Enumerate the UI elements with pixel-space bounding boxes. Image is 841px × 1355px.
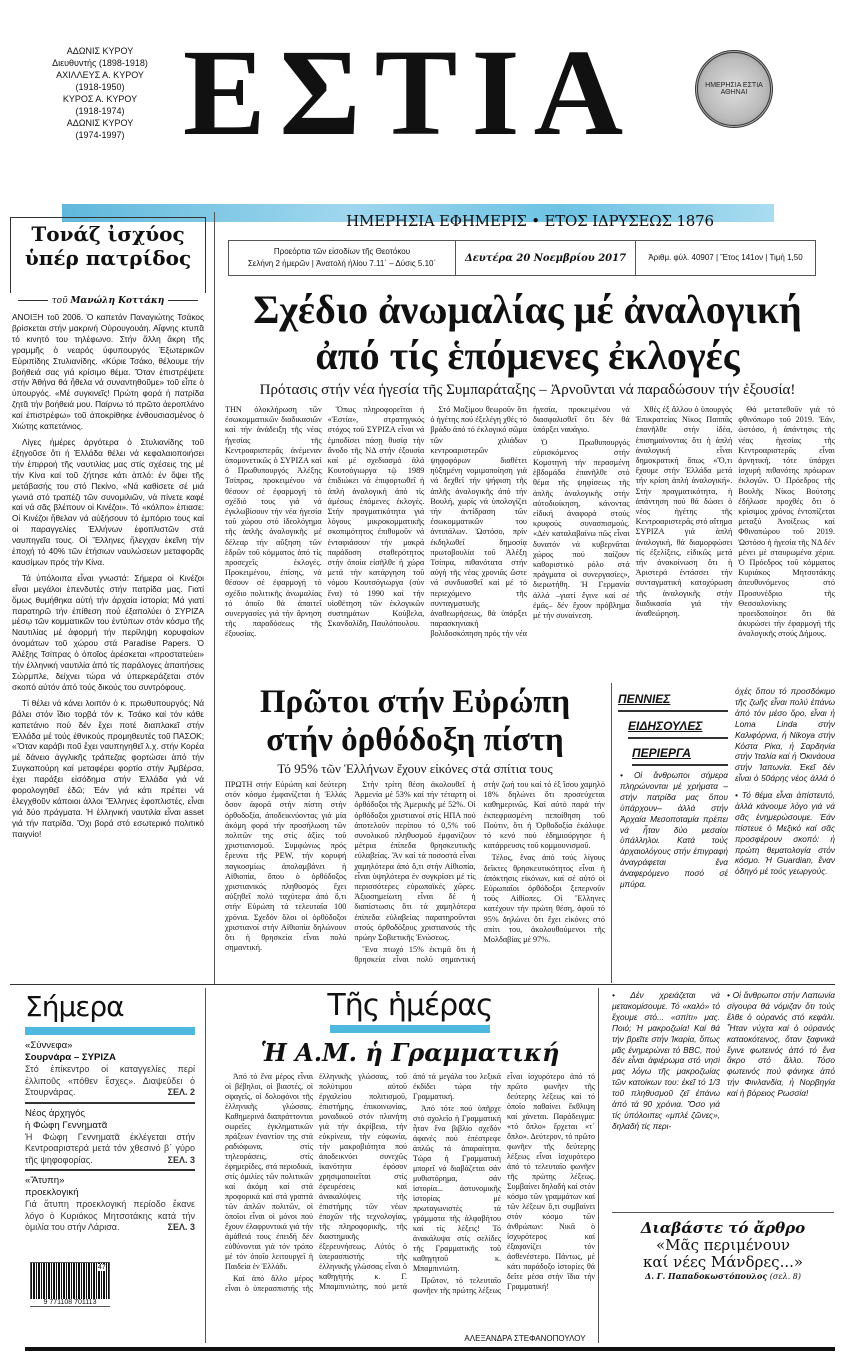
lead-subheadline: Πρότασις στήν νέα ἡγεσία τῆς Συμπαράταξης – Ἀρνοῦνται νά παραδώσουν τήν ἐξουσία! [259,382,796,398]
paragraph: Στήν τρίτη θέση ἀκολουθεῖ ἡ Ἀρμενία μέ 53% καί τήν τέταρτη οἱ ὀρθόδοξοι τῆς Ἀμερικῆς μέ 52%. Οἱ ὀρθόδοξοι χριστιανοί στίς ΗΠΑ πού ἀποτελοῦν περίπου τό 0,5% τοῦ συνολικοῦ πληθυσμοῦ ἐμφανίζουν μέτρια ἐπίπεδα θρησκευτικῆς εὐλαβείας. Ἄν καί τά ποσοστά εἶναι χαμηλότερα ἀπό ὅ,τι στήν Αἰθιοπία, εἶναι ὑψηλότερα ἐν συγκρίσει μέ τίς περισσότερες εὐρωπαϊκές χῶρες. Ἀξιοσημείωτη εἶναι δέ ἡ διαπίστωσις ὅτι τά χαμηλότερα ἐπίπεδα εὐλαβείας παρατηροῦνται στούς ὀρθοδόξους χριστιανούς τῆς πρώην Σοβιετικῆς Ἑνώσεως. [354,780,476,943]
calendar-info [229,241,456,275]
credit-line: ΑΧΙΛΛΕΥΣ Α. ΚΥΡΟΥ [56,70,144,80]
editorial-body [225,1072,595,1332]
paragraph: ὀχές ὅπου τό προσδόκιμο τῆς ζωῆς εἶναι πολύ ἐπάνω ἀπό τόν μέσο ὅρο, εἶναι ἡ Loma Linda στήν Καλιφόρνια, ἡ Nikoya στήν Κόστα Ρίκα, ἡ Σαρδηνία στήν Ἰταλία καί ἡ Ὀκινάουα στήν Ἰαπωνία. Ἐκεῖ δέν εἶναι ὁ 50άρης νέος ἀλλά ὁ [735,686,835,784]
pennies-item [727,990,835,1190]
paragraph: Θά μετατεθοῦν γιά τό φθινόπωρο τοῦ 2019. Ἐάν, ὡστόσο, ἡ ἀπάντησις τῆς νέας ἡγεσίας τῆς Κεντροαριστερᾶς εἶναι ἀρνητική, τότε ὑπάρχει ἰσχυρή πιθανότης πρόωρων ἐκλογῶν. Ὁ Πρόεδρος τῆς Βουλῆς Νίκος Βούτσης ἐδήλωσε προχθές ὅτι ὁ κρίσιμος χρόνος ἐντοπίζεται μεταξύ Ἀνοίξεως καί Φθινοπώρου τοῦ 2019. Ὡστόσο ἡ ἡγεσία τῆς ΝΔ δέν μένει μέ σταυρωμένα χέρια. Ὁ Πρόεδρος τοῦ κόμματος Κυριάκος Μητσοτάκης ἀπευθυνόμενος στό Προσυνέδριο τῆς Θεσσαλονίκης προειδοποίησε ὅτι θά ἀκυρώσει τήν ἐφαρμογή τῆς ἀναλογικῆς στούς Δήμους. [738,405,835,639]
editorial-section-title: Τῆς ἡμέρας [327,988,493,1023]
issue-number-price: Ἀριθμ. φύλ. 40907 | Ἔτος 141ον | Τιμή 1,50 [648,253,803,262]
section-rule [10,984,835,985]
column-divider [611,683,612,983]
credit-line: (1974-1997) [75,130,125,140]
label-line: ΠΕΝΝΙΕΣ [618,688,728,712]
pennies-item [620,770,728,980]
byline-author: Μανώλη Κοττάκη [70,296,165,306]
second-headline[interactable] [225,683,605,759]
promo-author: Δ. Γ. Παπαδοκωστόπουλος [644,1271,768,1281]
paragraph: Λίγες ἡμέρες ἀργότερα ὁ Στυλιανίδης τοῦ ἐξηγοῦσε ὅτι ἡ Ἑλλάδα θέλει νά κεφαλαιοποιήσει τήν ἐπιρροή τῆς ναυτιλίας μας στίς σχέσεις της μέ τήν Κίνα καί τοῦ ζήτησε κάτι ἁπλό: ἐν ὄψει τῆς μετάβασής του στό Πεκίνο, «Νά καθίσετε σέ μιά γωνιά στό τραπέζι τῶν συνομιλιῶν, νά πίνετε καφέ καί νά σᾶς βλέπουν οἱ Κινέζοι». Τό «κόλπο» ἐπιασε: Οἱ Κινέζοι ἤθελαν νά αὐξήσουν τό ἐμπόριο τους καί οἱ παραγγελίες Ἑλλήνων ἐφοπλιστῶν στά ναυπηγεῖα τους. Οἱ Ἕλληνες ἤλεγχαν ἐκεῖνη τήν ἐποχή τό 40% τῶν ἐτήσιων ναυλώσεων μεταφορᾶς καυσίμων πρός τήν Κίνα. [12,436,204,567]
paragraph: ΠΡΩΤΗ στήν Εὐρώπη καί δεύτερη στόν κόσμο ἐμφανίζεται ἡ Ἑλλάς ὅσον ἀφορᾶ στήν πίστη στήν ὀρθοδοξία, ἀποδεικνύοντας γιά μία ἀκόμη φορά τήν προσήλωση τῶν πολιτῶν της στίς ἀξίες τοῦ χριστιανισμοῦ. Συμφώνως πρός ἔρευνα τῆς PEW, τήν κορυφή παγκοσμίως ἀπολαμβάνει ἡ Αἰθιοπία, ὅπου ὁ ὀρθόδοξος χριστιανικός πληθυσμός ἔχει αὐξηθεῖ πολύ ταχύτερα ἀπό ὅ,τι στήν Εὐρώπη τά τελευταῖα 100 χρόνια. Σχεδόν ὅλοι οἱ ὀρθόδοξοι χριστιανοί στήν Αἰθιοπία δηλώνουν ὅτι ἡ θρησκεία εἶναι πολύ σημαντική. [225,780,347,953]
paragraph: • Δέν χρειάζεται νά μετακομίσουμε. Τό «καλό» τό ἔχουμε στό... «σπίτι» μας. Ποιό; Ἡ μακροζωία! Καί θά τήν βρεῖτε στήν Ἰκαρία, ὅπως μᾶς ἐνημερώνει τό BBC, πού δέν εἶναι ἀφιέρωμα στό νησί μας λόγω τῆς μακροζωίας τῶν κατοίκων του: ἐκεῖ τό 1/3 τοῦ πληθυσμοῦ ζεῖ ἐπάνω ἀπό τά 90 χρόνια. Ὅσο γιά τίς ὑπόλοιπες «μπλέ ζῶνες», δηλαδή τίς περι- [612,990,720,1131]
opinion-body [12,312,204,977]
byline-prefix: τοῦ [51,296,68,306]
paragraph: Τά ὑπόλοιπα εἶναι γνωστά: Σήμερα οἱ Κινέζοι εἶναι μεγάλοι ἐπενδυτές στήν πατρίδα μας. Γιατί ὅμως θυμήθηκα αὐτή τήν ἀρχαία ἱστορία; Μά γιατί παρατηρῶ τήν ἐπίθεση πού ἐξαπολύει ὁ ΣΥΡΙΖΑ μέσῳ τῶν κομματικῶν του ἐντύπων στόν κόσμο τῆς Ναυτιλίας μέ ἀφορμή τήν περίληψη κορυφαίων ὀνομάτων τοῦ χώρου στά Paradise Papers. Ὁ Ἀλέξης Τσίπρας ὁ ὁποῖος ἀρέσκεται «προστατεύει» τήν ἑλληνική ναυτιλία ἀπό τίς παράλογες ἀπαιτήσεις Σώρμπλε, δείχνει τώρα νά ὑπερκεράζεται στόν σκοπό αὐτόν ἀπό τούς δικούς του συντρόφους. [12,572,204,692]
item-title: προεκλογική [25,1187,79,1198]
editorial-blue-bar [330,1025,490,1033]
barcode-number: 9 771108 701113 [30,1299,110,1306]
column-divider [205,988,206,1343]
sun-moon-line: Σελήνη 2 ἡμερῶν | Ἀνατολή ἡλίου 7.11΄ – Δύσις 5.10΄ [247,259,437,268]
promo-page: (σελ. 8) [769,1272,801,1281]
column-divider [214,212,215,984]
issue-date: Δευτέρα 20 Νοεμβρίου 2017 [456,241,636,275]
seal-text: ΗΜΕΡΗΣΙΑ ΕΣΤΙΑ ΑΘΗΝΑΙ [705,82,763,96]
seal-emblem-icon [695,50,773,128]
second-subheadline: Τό 95% τῶν Ἑλλήνων ἔχουν εἰκόνες στά σπίτια τους [277,761,553,776]
paragraph: Τί θέλει νά κάνει λοιπόν ὁ κ. πρωθυπουργός; Νά βάλει στόν ἴδιο τορβά τόν κ. Τσάκο καί τόν κάθε καπετάνιο πού δέν ἔχει ποτέ διαπλακεῖ στήν Ἑλλάδα μέ τούς ἐθνικούς προμηθευτές τοῦ ΠΑΣΟΚ; «Ὅταν καράβι ποῦ ἔχει ναυπηγηθεῖ λ.χ. στήν Κορέα μέ δάνειο ἀγγλικῆς τράπεζας φορτώσει ἀπό τήν Συγκαπούρη καί μεταφέρει φορτίο στήν Ἀμβέρσα, ἐχει παράξει εἰσόδημα στήν Ἑλλάδα γιά νά φορολογηθεῖ ἐδῶ; Ἐάν γιά κάτι πρέπει νά ἐλεγχθοῦν κάποιοι ἀλλοι Ἕλληνες ἐφοπλιστές, εἶναι γιά δύο πράγματα. Ἡ ἑλληνική ναυτιλία εἶναι asset γιά τήν πατρίδα. Ὄχι βορά στό εσωτερικό πολιτικό παιγνίο! [12,697,204,839]
today-blue-bar [25,1027,195,1035]
opinion-byline [10,296,206,306]
credit-line: ΚΥΡΟΣ Α. ΚΥΡΟΥ [62,94,138,104]
paragraph: • Οἱ ἄνθρωποι στήν Λαπωνία σίγουρα θά νόμιζαν ὅτι τούς ἔλθε ὁ οὐρανός στό κεφάλι. Ἦταν νύχτα καί ὁ οὐρανός καταοκότεινος, ὅταν ξαφνικά ἔγινε φωτεινός ἀπό τό ἕνα ἄκρο στό ἄλλο. Τόσο φωτεινός πού φάνηκε ἀπό τήν Φινλανδία, ἡ Νορβηγία καί ἡ βόρειος Ρωσσία! [727,990,835,1099]
paragraph: • Οἱ ἄνθρωποι σήμερα πληρώνονται μέ χρήματα –στήν πατρίδα μας ὅπου ὑπάρχουν– ἀλλά στήν Ἀρχαία Μεσοποταμία πρέπει νά ἦταν δύο μεσαίοι ὑπάλληλοι. Κατά τούς ἀρχαιολόγους στήν ἐπιγραφή ἀναγράφεται ἕνα ἀναφερόμενο ποσό σέ μπύρα. [620,770,728,890]
item-page: ΣΕΛ. 3 [167,1222,195,1232]
paragraph: Τέλος, ἕνας ἀπό τούς λίγους δεῖκτες θρησκευτικότητος εἶναι ἡ ἀπόκτησις εἰκόνων, καί σέ αὐτό οἱ Εὐρωπαῖοι ὀρθόδοξοι ξεπερνοῦν τούς Αἰθίοπες. Οἱ Ἕλληνες κατέχουν τήν πρώτη θέση, ἀφοῦ τό 95% δηλώνει ὅτι ἔχει εἰκόνες στό σπίτι του, ἀκολουθούμενοι τῆς Μολδαβίας μέ 97%. [483,853,605,945]
item-title: ἡ Φώφη Γεννηματᾶ [25,1119,108,1131]
paragraph: Καί ἀπό ἄλλο μέρος εἶναι ὁ ὑπερασπιστής τῆς ἑλληνικῆς γλώσσας, τοῦ πολύτιμου αὐτοῦ ἐργαλείου πολιτισμοῦ, ἐπιστήμης, ἐπικοινωνίας, μοναδικοῦ στόν πλανήτη γιά τήν ἀκρίβεια, τήν εὐκρίνεια, τήν εὐφωνία, τήν μακροβιότητα πού ἀποδεικνύει συνεχῶς ἱκανότητα ἐφόσον χρησιμοποιεῖται στίς ἐφευρέσεις καί ἀνακαλύψεις τῆς ἐπιστήμης τῶν νέων ἐποχῶν τῆς τεχνολογίας, τῆς πληροφορικῆς, τῆς διαστημικῆς ἐξερευνήσεως. Αὐτός ὁ ὑπερασπιστής τῆς ἑλληνικῆς γλώσσας εἶναι ὁ καθηγητής κ. Γ. Μπαμπινιώτης, πού μετά ἀπό τά μεγάλα του λεξικά ἐκδίδει τώρα τήν Γραμματική. [225,1072,501,1293]
lead-headline[interactable] [220,287,835,379]
paragraph: Ἕνα πτωχό 15% ἐκτιμᾶ ὅτι ἡ θρησκεία εἶναι πολύ σημαντική στήν ζωή του καί τό ἐξ ἴσου χαμηλό 18% δηλώνει ὅτι προσεύχεται καθημερινῶς. Καί αὐτό παρά τήν ἐκπεφρασμένη πεποίθηση τοῦ Πούτιν, ὅτι ἡ Ὀρθοδοξία ἐκάλυψε τό κενό πού ἐδημιούργησε ἡ κατάρρευσις τοῦ κομμουνισμοῦ. [354,780,605,965]
newspaper-logo: ΕΣΤΙΑ [182,24,638,161]
bottom-rule [25,1347,835,1351]
paragraph: ΤΗΝ ὁλοκλήρωση τῶν ἐσωκομματικῶν διαδικασιῶν καί τήν ἀνάδειξη τῆς νέας ἡγεσίας τῆς Κεντροαριστερᾶς ἀνέμεναν ὑπομονετικῶς ὁ ΣΥΡΙΖΑ καί ὁ Πρωθυπουργός Ἀλέξης Τσίπρας, προκειμένου νά θέσουν σέ ἐφαρμογή τό σχέδιό τους γιά νά ἐγκλωβίσουν τήν νέα ἡγεσία τοῦ χώρου στό ἰδεολόγημα τῆς ἁπλῆς ἀναλογικῆς μέ δέλεαρ τήν αὔξηση τῶν ἑδρῶν τοῦ κόμματος ἀπό τίς προσεχεῖς ἐκλογές. Προκειμένου, ἐπίσης, νά θέσουν σέ ἐφαρμογή τό σχέδιο πολιτικῆς ἀνωμαλίας τό ὁποῖο θά ἀπαιτεῖ συνεργασίες γιά τήν ἄρνηση τῆς παραδόσεως τῆς ἐξουσίας. [225,405,322,639]
today-section-title: Σήμερα [25,990,124,1023]
editorial-headline[interactable]: Ἡ Α.Μ. ἡ Γραμματική [260,1038,560,1067]
item-page: ΣΕΛ. 3 [167,1154,195,1165]
paragraph: Ὅπως πληροφορεῖται ἡ «Ἑστία», στρατηγικός στόχος τοῦ ΣΥΡΙΖΑ εἶναι νά ἐμποδίσει πάσῃ θυσίᾳ τήν ἄνοδο τῆς ΝΔ στήν ἐξουσία καί μέ σχεδιασμό ἀλά Κουτσόγιωργα τῷ 1989 ἐπιδιώκει νά ἐπιφορτωθεῖ ἡ ἁπλή ἀναλογική ἀπό τίς ἀμέσως ἑπόμενες ἐκλογές. Στήν πραγματικότητα γιά λόγους μικροκομματικῆς σκοπιμότητος ἐπιθυμοῦν νά ἐνταφιάσουν τήν μακρά παράδοση σταθερότητος στήν ὁποία εἰσῆλθε ἡ χώρα μετά τήν κατάργηση τοῦ νόμου Κουτσόγιωργα (σύν ἕνα) τό 1990 καί τήν υἱοθέτηση τῶν ἐκλογικῶν συστημάτων Κούβελα, Σκανδαλίδη, Παυλόπουλου. [327,405,425,629]
promo-title: καί νέες Μάνδρες...» [642,1253,804,1271]
item-desc: Γιά ἄτυπη προεκλογική περίοδο ἔκανε λόγο ὁ Κυριάκος Μητσοτάκης κατά τήν ὁμιλία του στήν Λάρισα. [25,1199,195,1232]
today-items-list [25,1040,195,1241]
today-item[interactable] [25,1108,195,1172]
lead-body [225,405,835,677]
headline-line: ἀπό τίς ἑπόμενες ἐκλογές [315,333,740,378]
feast-line: Προεόρτια τῶν εἰσοδίων τῆς Θεοτόκου [273,247,411,256]
today-item[interactable] [25,1175,195,1237]
pennies-section-label [618,688,728,769]
masthead-motto: ΗΜΕΡΗΣΙΑ ΕΦΗΜΕΡΙΣ • ΕΤΟΣ ΙΔΡΥΣΕΩΣ 1876 [346,212,714,230]
headline-line: Σχέδιο ἀνωμαλίας μέ ἀναλογική [253,287,802,332]
barcode-issue: 47 [98,1264,106,1271]
item-title: Νέος ἀρχηγός [25,1107,85,1119]
item-title: Σουρνάρα – ΣΥΡΙΖΑ [25,1052,116,1063]
paragraph: Χθές ἐξ ἄλλου ὁ ὑπουργός Ἐπικρατείας Νίκος Παππᾶς ἐπανῆλθε στήν ἰδέα, ἐπισημαίνοντας ὅτι ἡ ἁπλή ἀναλογική εἶναι δημοκρατική ὅπως «Ὅ,τι ἔχουμε στήν Ἑλλάδα μετά τήν κρίση ἁπλή ἀναλογική». Στήν πραγματικότητα, ἡ ἀπάντηση πού θά δώσει ὁ νέος ἡγέτης τῆς Κεντροαριστερᾶς στό αἴτημα ΣΥΡΙΖΑ γιά ἁπλή ἀναλογική, θά διαμορφώσει τίς ἐξελίξεις, εἰδικῶς μετά τήν ἀνακοίνωση ὅτι ἡ Ἀριστερά ἐντάσσει τήν συνταγματική κατοχύρωση τῆς ἀναλογικῆς στήν διαδικασία γιά τήν ἀναθεώρηση. [635,405,733,619]
item-title: «Ἄτυπη» [25,1175,65,1186]
promo-title: «Μᾶς περιμένουν [655,1236,791,1254]
paragraph: Ἀπό τό ἕνα μέρος εἶναι οἱ βέβηλοι, οἱ βιαστές, οἱ σφαγεῖς, οἱ δολοφόνοι τῆς ἑλληνικῆς γλώσσας. Καθημερινά διαπράττονται σωρεῖες ἐγκληματικῶν πράξεων ἐναντίον της στά ραδιόφωνα, στίς τηλεοράσεις, στίς ἐφημερίδες, στά περιοδικά, στίς ὁμιλίες τῶν πολιτικῶν καί ἀκόμη καί στά προφορικά καί στά γραπτά τῶν ἁπλῶν πολιτῶν, οἱ ὁποῖοι εἶναι οἱ μόνοι πού ἔχουν ἐλαφρυντικά γιά τήν ἀμάθειά τους ἐπειδή δέν εὐθύνονται γιά τόν τρόπο μέ τόν ὁποῖο λειτουργεῖ ἡ Παιδεία ἐν Ἑλλάδι. [225,1072,313,1271]
credit-line: ΑΔΩΝΙΣ ΚΥΡΟΥ [66,46,134,56]
item-desc: Ἡ Φώφη Γεννηματᾶ ἐκλέγεται στήν Κεντροαριστερά μετά τόν χθεσινό β΄ γύρο τῆς ψηφοφορίας. [25,1131,195,1165]
paragraph: Στό Μαξίμου θεωροῦν ὅτι ὁ ἡγέτης πού ἐξελέγη χθές τό βράδυ ἀπό τό ἐκλογικό σῶμα τῶν χιλιάδων κεντροαριστερῶν ψηφοφόρων διαθέτει ηὐξημένη νομιμοποίηση γιά νά δεχθεῖ τήν ψήφιση τῆς ἁπλῆς ἀναλογικῆς ἀπό τήν Βουλή, χωρίς νά ὑπολογίζει τήν ἀντίδραση τῶν ἐσωκομματικῶν του ἀντιπάλων. Ὡστόσο, πρίν ἐκδηλωθεῖ δημοσίᾳ πρωτοβουλία τοῦ Ἀλέξη Τσίπρα, πιθανότατα στήν αὐγή τῆς νέας χρονιᾶς ὥστε νά συνδυασθεῖ καί μέ τό περιεχόμενο τῆς συνταγματικῆς ἀναθεωρήσεως, θά ὑπάρξει παρασκηνιακή βολιδοσκόπηση πρός τήν νέα ἡγεσία, προκειμένου νά διασφαλισθεῖ ὅτι δέν θά ὑπάρξει ναυάγιο. [430,405,630,639]
opinion-title[interactable]: Τονάζ ἰσχύος ὑπέρ πατρίδος [24,222,192,270]
paragraph: Πρῶτον, τό τελευταῖο φωνῆεν τῆς πρώτης λέξεως εἶναι ἰσχυρότερο ἀπό τό πρῶτο φωνῆεν τῆς δεύτερης λέξεως καί τό ὁποῖο παθαίνει ἔκθλιψη καί χάνεται. Παράδειγμα: «τό ὅπλο» ἔρχεται «τ᾽ ὅπλο». Δεύτερον, τό πρῶτο φωνῆεν τῆς δεύτερης λέξεως εἶναι ἰσχυρότερο ἀπό τό τελευταῖο φωνῆεν τῆς πρώτης λέξεως. Συμβαίνει δηλαδή καί στόν κόσμο τῶν γραμμάτων καί τῶν λέξεων ὅ,τι συμβαίνει στόν κόσμο τῶν ἀνθρώπων: Νικᾶ ὁ ἰσχυρότερος καί ἐξαφανίζει τόν ἀσθενέστερο. Πάντως, μέ κάτι παράδοξο ἱστορίες θά δεῖτε μέσα στήν ἴδια τήν Γραμματική! [413,1072,595,1295]
paragraph: ΑΝΟΙΞΗ τοῦ 2006. Ὁ καπετάν Παναγιώτης Τσάκος βρίσκεται στήν μακρινή Οὐρουγουάη. Αἴφνης κτυπᾶ τό κινητό του τηλέφωνο. Στήν ἄλλη ἄκρη τῆς γραμμῆς ὁ νεαρός ὑφυπουργός Ἐξωτερικῶν Εὐριπίδης Στυλιανίδης. «Κύριε Τσάκο, θέλουμε τήν βοήθειά σας γιά κρίσιμο θέμα. Ὅταν ἐπιστρέψετε στήν Ἀθήνα θά ἤθελα νά συναντηθοῦμε» τοῦ εἶπε ὁ ὑπουργός. «Μέ συγκινεῖς! Πρώτη φορά ἡ πατρίδα ζητᾶ τήν βοήθειά μου. Παίρνω τό πρῶτο ἀεροπλάνο καί ἐπιστρέφω» τοῦ ἀποκρίθηκε ἐνθουσιασμένος ὁ Χιώτης καπετάνιος. [12,312,204,432]
column-divider [598,988,599,1343]
headline-line: στήν ὀρθόδοξη πίστη [266,722,564,758]
item-desc: Στό ἐπίκεντρο οἱ καταγγελίες περί ἐλλιποῦς «πόθεν ἔσχες». Διαψεύδει ὁ Στουρνάρας. [25,1064,195,1097]
item-title: «Σύννεφα» [25,1040,73,1051]
editorial-author: ΑΛΕΞΑΝΔΡΑ ΣΤΕΦΑΝΟΠΟΥΛΟΥ [464,1334,586,1343]
promo-label: Διαβάστε τό ἄρθρο [640,1219,806,1237]
paragraph: Ὁ Πρωθυπουργός εὑρισκόμενος στήν Κομοτηνή τήν περασμένη ἑβδομάδα ἐπανῆλθε στό θέμα τῆς ψηφίσεως τῆς ἁπλῆς ἀναλογικῆς στήν αὐτοδιοίκηση, κάνοντας εἰδική ἀναφορά στούς κρυφούς συνασπισμούς. «Δέν καταλαβαίνω πῶς εἶναι δυνατόν νά κυβερνᾶται χώρος πού παίζουν καθοριστικό ρόλο στά πράγματα οἱ συνεργασίες», διερωτήθη. Ἡ Γερμανία ἀλλά –γιατί ἔγινε καί σέ ἐμᾶς– δέν ἔχουν πρόβλημα μέ τήν συναίνεση. [532,437,630,621]
pennies-top-right [735,686,835,786]
item-page: ΣΕΛ. 2 [167,1087,195,1097]
paragraph: Ἀπό τότε πού ὑπῆρχε στό σχολεῖο ἡ Γραμματική ἦταν ἕνα βιβλίο σχεδόν ἀφανές πού ἐπέστρεφε ἁπλῶς τά ἀπαραίτητα. Τώρα ἡ Γραμματική μπορεῖ νά διαβάζεται σάν μυθιστόρημα, σάν ἱστορία... ἀστυνομικῆς ἱστορίας μέ πρωταγωνιστές τά γράμματα τῆς ἀλφαβήτου καί τίς λέξεις! Τό ἀνακάλυψα στίς σελίδες τῆς Γραμματικῆς τοῦ καθηγητοῦ κ. Μπαμπινιώτη. [413,1104,501,1273]
credit-line: ΑΔΩΝΙΣ ΚΥΡΟΥ [66,118,134,128]
headline-line: Πρῶτοι στήν Εὐρώπη [259,684,571,720]
paragraph: • Τό θέμα εἶναι ἀπίστευτό, ἀλλά κάνουμε λόγο γιά νά σᾶς ἐνημερώσουμε. Ἐάν πίστευε ὁ Μεξικό καί σᾶς προσφέρουν σκοπό: ἡ πρώτη θεματολογία στόν κόσμο. Ἡ Guardian, ἕναν ὁδηγό μέ τούς γεωργούς. [735,790,835,877]
second-body [225,780,605,981]
pennies-item [612,990,720,1190]
credit-line: Διευθυντής (1898-1918) [52,58,148,68]
issue-info-box [228,240,816,276]
pennies-item [735,790,835,980]
today-item[interactable] [25,1040,195,1104]
label-line: ΠΕΡΙΕΡΓΑ [632,742,728,766]
credit-line: (1918-1974) [75,106,125,116]
read-article-promo[interactable] [612,1212,834,1281]
opinion-title-box [10,217,206,293]
credit-line: (1918-1950) [75,82,125,92]
founders-credits [45,45,155,141]
label-line: ΕΙΔΗΣΟΥΛΕΣ [628,715,728,739]
